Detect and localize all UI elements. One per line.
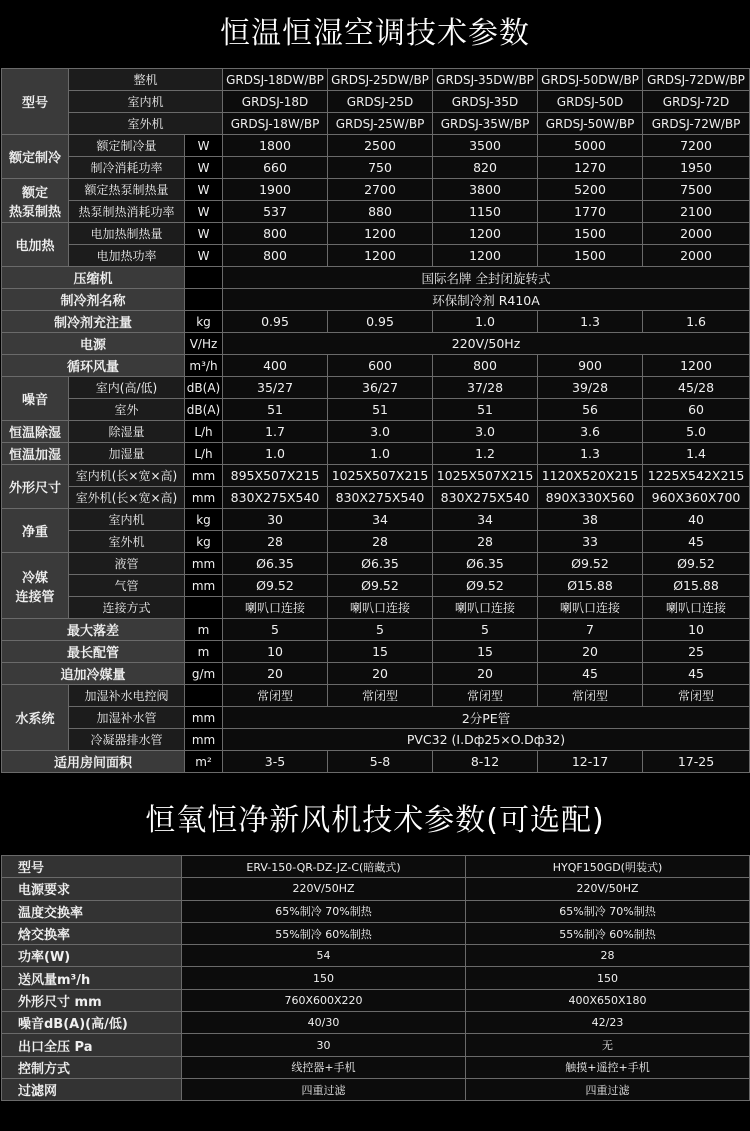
cooling-capacity-row [2,135,750,157]
fresh-air-row-label: 过滤网 [2,1078,182,1100]
noise-label: 噪音 [2,377,69,421]
compressor-value: 国际名牌 全封闭旋转式 [223,267,750,289]
weight-outdoor-value: 45 [643,531,750,553]
refrigerant-row [2,289,750,311]
hyqf-exposed-value: 65%制冷 70%制热 [466,900,750,922]
heatpump-capacity-row [2,179,750,201]
charge-value: 0.95 [328,311,433,333]
electric-power-value: 1500 [538,245,643,267]
water-supply-label: 加湿补水管 [69,707,185,729]
pipe-label-line1: 冷媒 [21,570,48,586]
electric-power-row [2,245,750,267]
area-value: 8-12 [433,751,538,773]
heatpump-power-value: 1150 [433,201,538,223]
pipe-label [2,553,69,619]
unit: W [185,201,223,223]
charge-row [2,311,750,333]
heatpump-power-value: 537 [223,201,328,223]
electric-capacity-value: 1500 [538,223,643,245]
humid-sub-label: 加湿量 [69,443,185,465]
noise-outdoor-value: 51 [223,399,328,421]
pipe-conn-value: 喇叭口连接 [223,597,328,619]
unit-empty [185,267,223,289]
cooling-power-value: 1270 [538,157,643,179]
dehumid-value: 3.0 [328,421,433,443]
unit: m [185,641,223,663]
power-supply-value: 220V/50Hz [223,333,750,355]
airflow-value: 1200 [643,355,750,377]
unit: dB(A) [185,377,223,399]
fresh-air-row-label: 温度交换率 [2,900,182,922]
erv-concealed-value: 线控器+手机 [182,1056,466,1078]
pipe-conn-value: 喇叭口连接 [328,597,433,619]
erv-concealed-value: 65%制冷 70%制热 [182,900,466,922]
weight-outdoor-label: 室外机 [69,531,185,553]
weight-outdoor-value: 33 [538,531,643,553]
airflow-label: 循环风量 [2,355,185,377]
cooling-label: 额定制冷 [2,135,69,179]
noise-outdoor-row [2,399,750,421]
fresh-air-row-label: 送风量m³/h [2,967,182,989]
fresh-air-row-label: 出口全压 Pa [2,1034,182,1056]
indoor-model-value: GRDSJ-72D [643,91,750,113]
model-label: 型号 [2,69,69,135]
weight-outdoor-value: 28 [433,531,538,553]
charge-value: 1.0 [433,311,538,333]
humid-value: 1.3 [538,443,643,465]
unit: m³/h [185,355,223,377]
size-indoor-value: 1025X507X215 [433,465,538,487]
max-drop-value: 5 [328,619,433,641]
whole-model-value: GRDSJ-18DW/BP [223,69,328,91]
fresh-air-row [2,1078,750,1100]
cooling-capacity-value: 5000 [538,135,643,157]
unit: m² [185,751,223,773]
airflow-value: 900 [538,355,643,377]
charge-value: 1.6 [643,311,750,333]
unit: mm [185,729,223,751]
size-outdoor-label: 室外机(长×宽×高) [69,487,185,509]
erv-concealed-value: 54 [182,945,466,967]
pipe-gas-value: Ø15.88 [538,575,643,597]
unit-empty [185,597,223,619]
fresh-air-row [2,1034,750,1056]
electric-label: 电加热 [2,223,69,267]
unit: W [185,179,223,201]
water-valve-value: 常闭型 [433,685,538,707]
fresh-air-row [2,1012,750,1034]
electric-capacity-value: 2000 [643,223,750,245]
unit: dB(A) [185,399,223,421]
weight-indoor-value: 30 [223,509,328,531]
max-drop-value: 5 [223,619,328,641]
noise-indoor-value: 37/28 [433,377,538,399]
unit: kg [185,509,223,531]
size-outdoor-value: 830X275X540 [328,487,433,509]
noise-outdoor-value: 56 [538,399,643,421]
water-supply-value: 2分PE管 [223,707,750,729]
pipe-conn-label: 连接方式 [69,597,185,619]
heatpump-capacity-value: 2700 [328,179,433,201]
unit: kg [185,531,223,553]
max-drop-label: 最大落差 [2,619,185,641]
ac-spec-table [1,68,750,773]
pipe-gas-row [2,575,750,597]
fresh-air-row-label: 电源要求 [2,878,182,900]
weight-outdoor-value: 28 [223,531,328,553]
max-drop-value: 10 [643,619,750,641]
model-whole-row [2,69,750,91]
ac-spec-title: 恒温恒湿空调技术参数 [220,16,530,51]
airflow-value: 800 [433,355,538,377]
pipe-liquid-value: Ø6.35 [328,553,433,575]
heatpump-capacity-value: 5200 [538,179,643,201]
fresh-air-spec-body [2,856,750,1101]
weight-outdoor-row [2,531,750,553]
weight-indoor-label: 室内机 [69,509,185,531]
whole-model-value: GRDSJ-50DW/BP [538,69,643,91]
fresh-air-row-label: 外形尺寸 mm [2,989,182,1011]
heatpump-capacity-label: 额定热泵制热量 [69,179,185,201]
fresh-air-row [2,878,750,900]
fresh-air-spec-table [1,855,750,1101]
model-indoor-row [2,91,750,113]
erv-concealed-value: 220V/50HZ [182,878,466,900]
max-pipe-value: 20 [538,641,643,663]
unit: W [185,157,223,179]
pipe-gas-value: Ø9.52 [223,575,328,597]
max-pipe-value: 15 [328,641,433,663]
pipe-gas-value: Ø15.88 [643,575,750,597]
electric-power-value: 1200 [433,245,538,267]
fresh-air-row-label: 型号 [2,856,182,878]
unit: mm [185,553,223,575]
outdoor-model-value: GRDSJ-35W/BP [433,113,538,135]
add-refrigerant-label: 追加冷媒量 [2,663,185,685]
max-pipe-value: 25 [643,641,750,663]
unit-empty [185,685,223,707]
unit: mm [185,707,223,729]
outdoor-unit-label: 室外机 [69,113,223,135]
unit: W [185,245,223,267]
size-indoor-value: 1225X542X215 [643,465,750,487]
max-drop-row [2,619,750,641]
airflow-row [2,355,750,377]
hyqf-exposed-value: 无 [466,1034,750,1056]
size-label: 外形尺寸 [2,465,69,509]
outdoor-model-value: GRDSJ-25W/BP [328,113,433,135]
fresh-air-spec-title: 恒氧恒净新风机技术参数(可选配) [145,803,605,838]
dehumid-value: 3.6 [538,421,643,443]
pipe-liquid-value: Ø6.35 [223,553,328,575]
cooling-power-value: 660 [223,157,328,179]
unit: V/Hz [185,333,223,355]
hyqf-exposed-value: 触摸+遥控+手机 [466,1056,750,1078]
fresh-air-row [2,1056,750,1078]
pipe-conn-value: 喇叭口连接 [643,597,750,619]
humid-value: 1.4 [643,443,750,465]
pipe-gas-value: Ø9.52 [433,575,538,597]
size-outdoor-value: 890X330X560 [538,487,643,509]
weight-indoor-value: 34 [328,509,433,531]
weight-indoor-row [2,509,750,531]
size-indoor-value: 1120X520X215 [538,465,643,487]
dehumid-sub-label: 除湿量 [69,421,185,443]
weight-indoor-value: 34 [433,509,538,531]
pipe-liquid-label: 液管 [69,553,185,575]
size-outdoor-value: 830X275X540 [223,487,328,509]
electric-capacity-value: 800 [223,223,328,245]
humid-value: 1.0 [223,443,328,465]
add-refrigerant-value: 20 [433,663,538,685]
area-value: 5-8 [328,751,433,773]
area-label: 适用房间面积 [2,751,185,773]
dehumid-value: 5.0 [643,421,750,443]
indoor-model-value: GRDSJ-25D [328,91,433,113]
electric-capacity-label: 电加热制热量 [69,223,185,245]
unit-empty [185,289,223,311]
weight-indoor-value: 38 [538,509,643,531]
max-drop-value: 7 [538,619,643,641]
add-refrigerant-value: 20 [223,663,328,685]
pipe-conn-value: 喇叭口连接 [538,597,643,619]
water-label: 水系统 [2,685,69,751]
indoor-unit-label: 室内机 [69,91,223,113]
electric-capacity-value: 1200 [433,223,538,245]
cooling-power-value: 750 [328,157,433,179]
water-drain-value: PVC32 (I.Dф25×O.Dф32) [223,729,750,751]
pipe-conn-row [2,597,750,619]
water-valve-value: 常闭型 [223,685,328,707]
pipe-label-line2: 连接管 [15,589,55,605]
fresh-air-row [2,945,750,967]
humid-label: 恒温加湿 [2,443,69,465]
add-refrigerant-value: 45 [643,663,750,685]
unit: m [185,619,223,641]
area-value: 17-25 [643,751,750,773]
erv-concealed-value: ERV-150-QR-DZ-JZ-C(暗藏式) [182,856,466,878]
outdoor-model-value: GRDSJ-50W/BP [538,113,643,135]
electric-capacity-row [2,223,750,245]
max-pipe-label: 最长配管 [2,641,185,663]
unit: W [185,135,223,157]
electric-capacity-value: 1200 [328,223,433,245]
electric-power-value: 800 [223,245,328,267]
size-outdoor-value: 960X360X700 [643,487,750,509]
water-valve-value: 常闭型 [538,685,643,707]
fresh-air-row [2,856,750,878]
water-valve-value: 常闭型 [328,685,433,707]
size-indoor-value: 895X507X215 [223,465,328,487]
refrigerant-label: 制冷剂名称 [2,289,185,311]
outdoor-model-value: GRDSJ-72W/BP [643,113,750,135]
noise-indoor-row [2,377,750,399]
electric-power-label: 电加热功率 [69,245,185,267]
water-valve-value: 常闭型 [643,685,750,707]
hyqf-exposed-value: 42/23 [466,1012,750,1034]
water-valve-label: 加湿补水电控阀 [69,685,185,707]
heatpump-label [2,179,69,223]
area-value: 12-17 [538,751,643,773]
whole-model-value: GRDSJ-72DW/BP [643,69,750,91]
dehumid-label: 恒温除湿 [2,421,69,443]
unit: W [185,223,223,245]
dehumid-row [2,421,750,443]
fresh-air-row [2,900,750,922]
unit: mm [185,575,223,597]
fresh-air-row-label: 噪音dB(A)(高/低) [2,1012,182,1034]
heatpump-capacity-value: 3800 [433,179,538,201]
cooling-power-value: 1950 [643,157,750,179]
fresh-air-row [2,922,750,944]
size-indoor-row [2,465,750,487]
erv-concealed-value: 150 [182,967,466,989]
size-indoor-label: 室内机(长×宽×高) [69,465,185,487]
noise-outdoor-label: 室外 [69,399,185,421]
model-outdoor-row [2,113,750,135]
noise-indoor-label: 室内(高/低) [69,377,185,399]
humid-value: 1.0 [328,443,433,465]
erv-concealed-value: 55%制冷 60%制热 [182,922,466,944]
hyqf-exposed-value: 四重过滤 [466,1078,750,1100]
add-refrigerant-value: 20 [328,663,433,685]
area-row [2,751,750,773]
pipe-liquid-value: Ø9.52 [643,553,750,575]
pipe-liquid-row [2,553,750,575]
ac-spec-body [2,69,750,773]
erv-concealed-value: 四重过滤 [182,1078,466,1100]
size-outdoor-row [2,487,750,509]
unit: g/m [185,663,223,685]
pipe-gas-label: 气管 [69,575,185,597]
heatpump-power-value: 880 [328,201,433,223]
heatpump-power-label: 热泵制热消耗功率 [69,201,185,223]
heatpump-power-value: 1770 [538,201,643,223]
airflow-value: 600 [328,355,433,377]
fresh-air-row-label: 功率(W) [2,945,182,967]
unit: mm [185,465,223,487]
hyqf-exposed-value: HYQF150GD(明装式) [466,856,750,878]
hyqf-exposed-value: 400X650X180 [466,989,750,1011]
unit: L/h [185,443,223,465]
noise-indoor-value: 35/27 [223,377,328,399]
charge-value: 0.95 [223,311,328,333]
charge-value: 1.3 [538,311,643,333]
erv-concealed-value: 760X600X220 [182,989,466,1011]
heatpump-power-value: 2100 [643,201,750,223]
fresh-air-row [2,989,750,1011]
cooling-capacity-label: 额定制冷量 [69,135,185,157]
water-valve-row [2,685,750,707]
max-pipe-value: 15 [433,641,538,663]
heatpump-label-line1: 额定 [21,185,48,201]
hyqf-exposed-value: 150 [466,967,750,989]
indoor-model-value: GRDSJ-50D [538,91,643,113]
cooling-power-label: 制冷消耗功率 [69,157,185,179]
water-supply-row [2,707,750,729]
noise-outdoor-value: 51 [328,399,433,421]
electric-power-value: 1200 [328,245,433,267]
outdoor-model-value: GRDSJ-18W/BP [223,113,328,135]
size-indoor-value: 1025X507X215 [328,465,433,487]
refrigerant-value: 环保制冷剂 R410A [223,289,750,311]
cooling-power-row [2,157,750,179]
cooling-capacity-value: 2500 [328,135,433,157]
unit: mm [185,487,223,509]
cooling-capacity-value: 7200 [643,135,750,157]
electric-power-value: 2000 [643,245,750,267]
size-outdoor-value: 830X275X540 [433,487,538,509]
heatpump-capacity-value: 1900 [223,179,328,201]
whole-model-value: GRDSJ-25DW/BP [328,69,433,91]
erv-concealed-value: 30 [182,1034,466,1056]
max-drop-value: 5 [433,619,538,641]
water-drain-label: 冷凝器排水管 [69,729,185,751]
noise-indoor-value: 39/28 [538,377,643,399]
heatpump-power-row [2,201,750,223]
max-pipe-row [2,641,750,663]
fresh-air-row-label: 控制方式 [2,1056,182,1078]
unit: L/h [185,421,223,443]
heatpump-label-line2: 热泵制热 [8,204,61,220]
cooling-capacity-value: 1800 [223,135,328,157]
add-refrigerant-value: 45 [538,663,643,685]
power-supply-label: 电源 [2,333,185,355]
pipe-gas-value: Ø9.52 [328,575,433,597]
fresh-air-row-label: 焓交换率 [2,922,182,944]
weight-indoor-value: 40 [643,509,750,531]
whole-unit-label: 整机 [69,69,223,91]
noise-indoor-value: 36/27 [328,377,433,399]
add-refrigerant-row [2,663,750,685]
pipe-liquid-value: Ø6.35 [433,553,538,575]
erv-concealed-value: 40/30 [182,1012,466,1034]
indoor-model-value: GRDSJ-35D [433,91,538,113]
noise-outdoor-value: 51 [433,399,538,421]
compressor-row [2,267,750,289]
dehumid-value: 1.7 [223,421,328,443]
indoor-model-value: GRDSJ-18D [223,91,328,113]
dehumid-value: 3.0 [433,421,538,443]
charge-label: 制冷剂充注量 [2,311,185,333]
cooling-capacity-value: 3500 [433,135,538,157]
airflow-value: 400 [223,355,328,377]
area-value: 3-5 [223,751,328,773]
pipe-conn-value: 喇叭口连接 [433,597,538,619]
hyqf-exposed-value: 28 [466,945,750,967]
heatpump-capacity-value: 7500 [643,179,750,201]
water-drain-row [2,729,750,751]
hyqf-exposed-value: 220V/50HZ [466,878,750,900]
pipe-liquid-value: Ø9.52 [538,553,643,575]
noise-indoor-value: 45/28 [643,377,750,399]
noise-outdoor-value: 60 [643,399,750,421]
compressor-label: 压缩机 [2,267,185,289]
hyqf-exposed-value: 55%制冷 60%制热 [466,922,750,944]
unit: kg [185,311,223,333]
max-pipe-value: 10 [223,641,328,663]
power-supply-row [2,333,750,355]
humid-row [2,443,750,465]
fresh-air-row [2,967,750,989]
weight-label: 净重 [2,509,69,553]
cooling-power-value: 820 [433,157,538,179]
weight-outdoor-value: 28 [328,531,433,553]
whole-model-value: GRDSJ-35DW/BP [433,69,538,91]
humid-value: 1.2 [433,443,538,465]
